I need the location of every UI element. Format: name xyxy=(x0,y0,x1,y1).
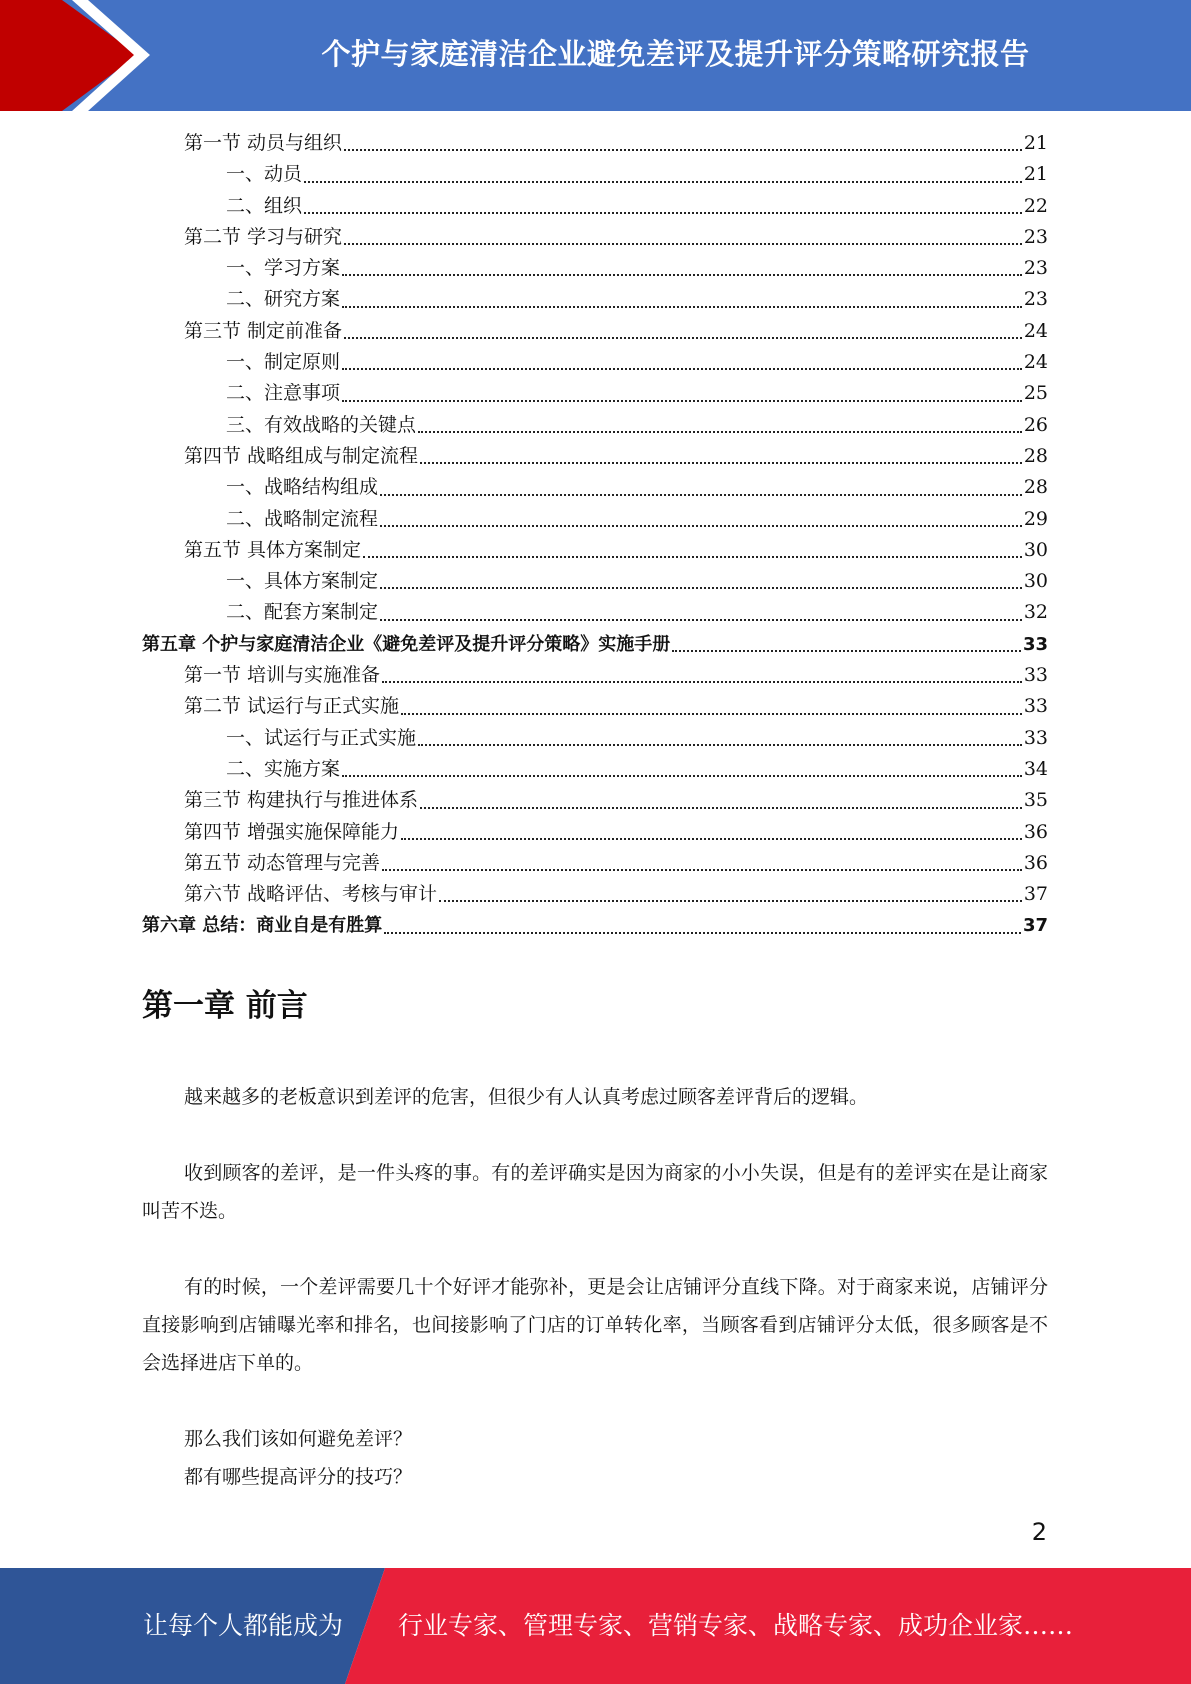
toc-entry-title: 第二节 学习与研究 xyxy=(184,225,343,248)
toc-dot-leader xyxy=(401,837,1022,840)
toc-entry[interactable] xyxy=(142,691,1048,722)
toc-dot-leader xyxy=(380,618,1022,621)
toc-entry-title: 第三节 制定前准备 xyxy=(184,319,343,342)
toc-dot-leader xyxy=(344,148,1022,151)
toc-entry[interactable] xyxy=(142,566,1048,597)
toc-dot-leader xyxy=(439,899,1022,902)
toc-entry[interactable] xyxy=(142,629,1048,660)
toc-entry-title: 第六节 战略评估、考核与审计 xyxy=(184,883,438,906)
toc-entry[interactable] xyxy=(142,660,1048,691)
toc-entry-page: 24 xyxy=(1023,351,1048,374)
toc-entry[interactable] xyxy=(142,597,1048,628)
toc-entry-title: 一、制定原则 xyxy=(226,351,341,374)
toc-entry[interactable] xyxy=(142,535,1048,566)
toc-entry-page: 23 xyxy=(1023,225,1048,248)
toc-entry-page: 21 xyxy=(1023,132,1048,154)
toc-entry[interactable] xyxy=(142,910,1048,941)
toc-entry[interactable] xyxy=(142,410,1048,441)
toc-entry-page: 32 xyxy=(1023,601,1048,624)
footer-slogan-left: 让每个人都能成为 xyxy=(143,1611,344,1640)
toc-entry[interactable] xyxy=(142,441,1048,472)
toc-dot-leader xyxy=(380,493,1022,496)
toc-entry-page: 24 xyxy=(1023,319,1048,342)
toc-entry-title: 第四节 增强实施保障能力 xyxy=(184,820,400,843)
toc-entry-page: 30 xyxy=(1023,538,1048,561)
toc-entry-title: 二、注意事项 xyxy=(226,382,341,405)
toc-entry-title: 第一节 培训与实施准备 xyxy=(184,664,381,687)
toc-dot-leader xyxy=(342,273,1022,276)
toc-entry-page: 33 xyxy=(1022,633,1048,655)
toc-entry-title: 第四节 战略组成与制定流程 xyxy=(184,444,419,467)
toc-entry[interactable] xyxy=(142,191,1048,222)
toc-entry-title: 第五章 个护与家庭清洁企业《避免差评及提升评分策略》实施手册 xyxy=(142,633,671,655)
toc-entry-page: 34 xyxy=(1023,757,1048,780)
toc-entry[interactable] xyxy=(142,723,1048,754)
toc-entry[interactable] xyxy=(142,347,1048,378)
toc-entry-title: 二、组织 xyxy=(226,194,303,217)
toc-dot-leader xyxy=(380,586,1022,589)
toc-entry-page: 33 xyxy=(1023,695,1048,718)
footer-slogan-right: 行业专家、管理专家、营销专家、战略专家、成功企业家…… xyxy=(398,1611,1074,1640)
toc-entry-page: 28 xyxy=(1023,444,1048,467)
toc-entry-page: 36 xyxy=(1023,820,1048,843)
toc-entry[interactable] xyxy=(142,128,1048,159)
toc-entry-title: 一、动员 xyxy=(226,163,303,186)
toc-dot-leader xyxy=(420,806,1022,809)
toc-entry-page: 21 xyxy=(1023,163,1048,186)
table-of-contents xyxy=(142,128,1048,942)
toc-entry-title: 第六章 总结：商业自是有胜算 xyxy=(142,915,383,937)
toc-entry-title: 二、配套方案制定 xyxy=(226,601,379,624)
paragraph-3: 有的时候，一个差评需要几十个好评才能弥补，更是会让店铺评分直线下降。对于商家来说，店铺评分直接影响到店铺曝光率和排名，也间接影响了门店的订单转化率，当顾客看到店铺评分太低，很多顾客是不会选择进店下单的。 xyxy=(142,1276,1048,1374)
toc-entry-page: 26 xyxy=(1023,413,1048,436)
toc-dot-leader xyxy=(382,868,1022,871)
toc-entry-title: 第五节 动态管理与完善 xyxy=(184,851,381,874)
toc-dot-leader xyxy=(342,399,1022,402)
toc-entry-title: 二、实施方案 xyxy=(226,757,341,780)
toc-dot-leader xyxy=(344,336,1022,339)
header-title: 个护与家庭清洁企业避免差评及提升评分策略研究报告 xyxy=(321,37,1030,71)
toc-dot-leader xyxy=(363,555,1022,558)
toc-entry-page: 23 xyxy=(1023,288,1048,311)
toc-entry[interactable] xyxy=(142,472,1048,503)
toc-entry-title: 一、具体方案制定 xyxy=(226,570,379,593)
chapter-title: 第一章 前言 xyxy=(142,988,308,1024)
page-header xyxy=(0,0,1191,111)
toc-entry-page: 29 xyxy=(1023,507,1048,530)
toc-dot-leader xyxy=(344,242,1022,245)
toc-entry[interactable] xyxy=(142,159,1048,190)
toc-entry[interactable] xyxy=(142,253,1048,284)
header-arrow-decoration xyxy=(0,0,200,111)
toc-entry-title: 第一节 动员与组织 xyxy=(184,132,343,154)
toc-entry-title: 一、学习方案 xyxy=(226,257,341,280)
toc-entry[interactable] xyxy=(142,222,1048,253)
toc-entry-page: 37 xyxy=(1023,883,1048,906)
toc-entry-title: 三、有效战略的关键点 xyxy=(226,413,417,436)
toc-dot-leader xyxy=(382,680,1022,683)
toc-entry[interactable] xyxy=(142,504,1048,535)
toc-entry[interactable] xyxy=(142,879,1048,910)
toc-entry[interactable] xyxy=(142,848,1048,879)
toc-entry[interactable] xyxy=(142,316,1048,347)
toc-dot-leader xyxy=(418,743,1022,746)
toc-dot-leader xyxy=(420,461,1022,464)
toc-entry-page: 33 xyxy=(1023,726,1048,749)
toc-dot-leader xyxy=(304,180,1022,183)
toc-dot-leader xyxy=(672,649,1021,652)
toc-entry-title: 第五节 具体方案制定 xyxy=(184,538,362,561)
toc-entry[interactable] xyxy=(142,754,1048,785)
toc-entry-page: 30 xyxy=(1023,570,1048,593)
paragraph-1: 越来越多的老板意识到差评的危害，但很少有人认真考虑过顾客差评背后的逻辑。 xyxy=(184,1086,869,1108)
toc-entry[interactable] xyxy=(142,378,1048,409)
toc-entry-title: 第二节 试运行与正式实施 xyxy=(184,695,400,718)
toc-entry-page: 28 xyxy=(1023,476,1048,499)
toc-dot-leader xyxy=(342,305,1022,308)
toc-entry[interactable] xyxy=(142,817,1048,848)
toc-entry-page: 36 xyxy=(1023,851,1048,874)
toc-entry-page: 23 xyxy=(1023,257,1048,280)
toc-dot-leader xyxy=(380,524,1022,527)
toc-entry-page: 22 xyxy=(1023,194,1048,217)
toc-dot-leader xyxy=(384,931,1021,934)
toc-entry-title: 二、研究方案 xyxy=(226,288,341,311)
page-number: 2 xyxy=(1031,1518,1047,1546)
paragraph-2: 收到顾客的差评，是一件头疼的事。有的差评确实是因为商家的小小失误，但是有的差评实在是让商家叫苦不迭。 xyxy=(142,1162,1048,1222)
toc-dot-leader xyxy=(342,774,1022,777)
toc-entry[interactable] xyxy=(142,284,1048,315)
toc-entry-title: 一、试运行与正式实施 xyxy=(226,726,417,749)
toc-entry-title: 第三节 构建执行与推进体系 xyxy=(184,789,419,812)
toc-entry-title: 二、战略制定流程 xyxy=(226,507,379,530)
paragraph-5: 都有哪些提高评分的技巧？ xyxy=(184,1466,413,1488)
toc-dot-leader xyxy=(401,712,1022,715)
toc-entry-page: 33 xyxy=(1023,664,1048,687)
toc-entry-page: 35 xyxy=(1023,789,1048,812)
page-footer xyxy=(0,1568,1191,1684)
toc-entry-page: 37 xyxy=(1022,915,1048,937)
toc-dot-leader xyxy=(342,367,1022,370)
toc-entry-page: 25 xyxy=(1023,382,1048,405)
paragraph-4: 那么我们该如何避免差评？ xyxy=(184,1428,413,1450)
toc-entry-title: 一、战略结构组成 xyxy=(226,476,379,499)
toc-entry[interactable] xyxy=(142,785,1048,816)
toc-dot-leader xyxy=(418,430,1022,433)
toc-dot-leader xyxy=(304,211,1022,214)
